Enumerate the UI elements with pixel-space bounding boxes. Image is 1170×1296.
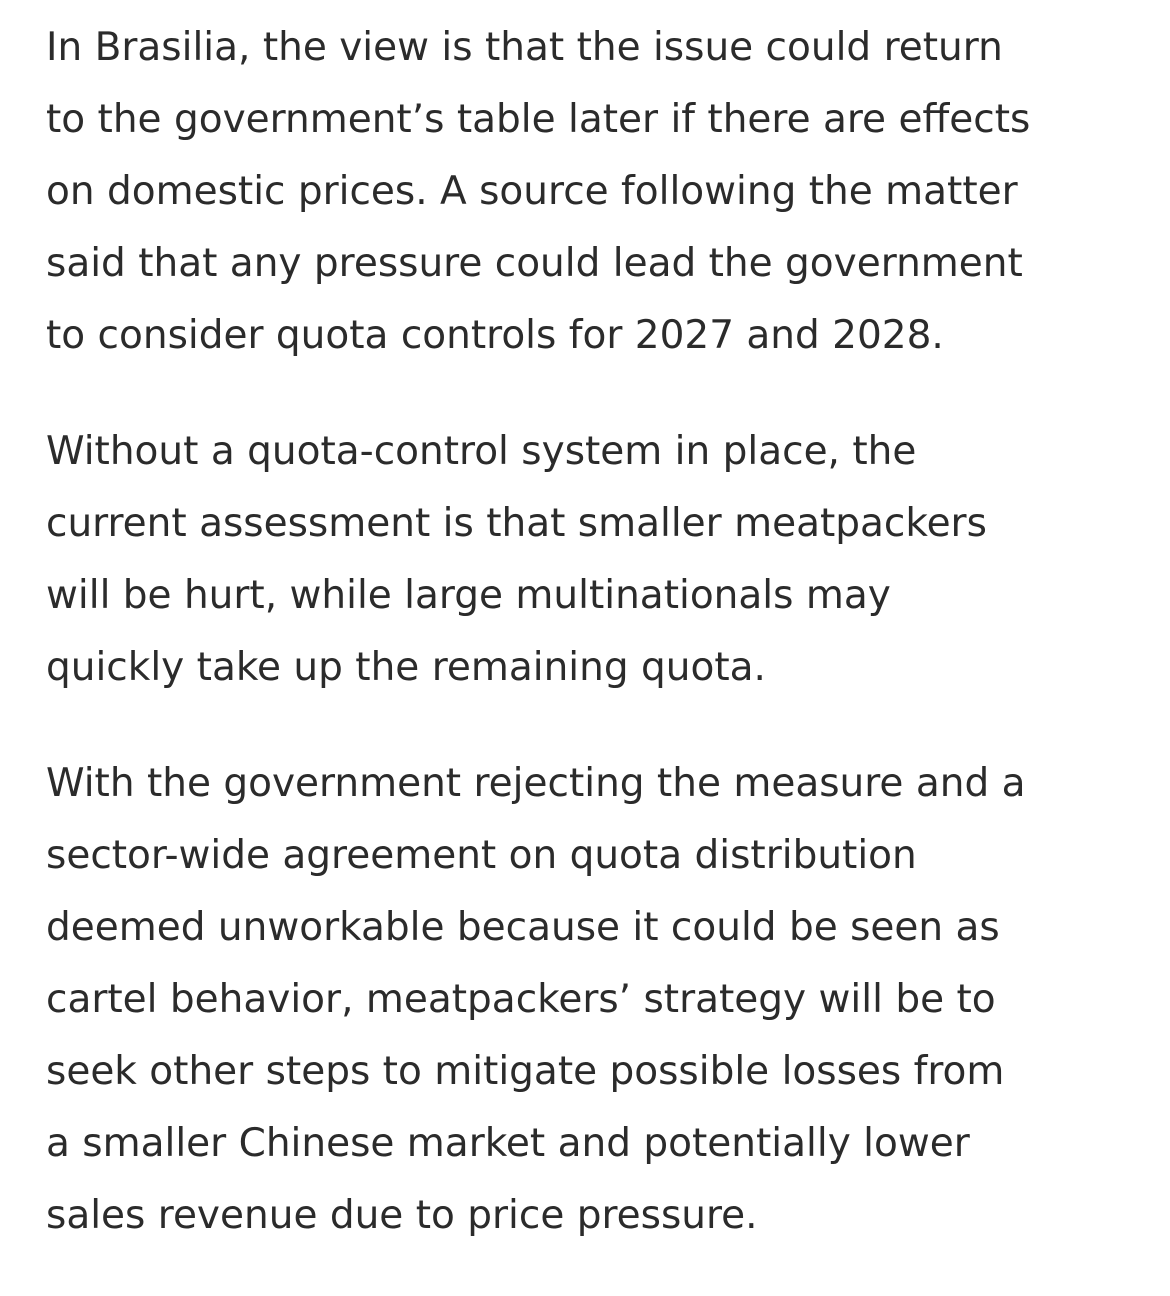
paragraph-line: With the government rejecting the measure and a — [46, 761, 1026, 806]
paragraph-line: said that any pressure could lead the government — [46, 241, 1023, 286]
paragraph-line: to the government’s table later if there are effects — [46, 97, 1031, 142]
paragraph-line: deemed unworkable because it could be seen as — [46, 905, 1000, 950]
paragraph-line: sector-wide agreement on quota distribution — [46, 833, 917, 878]
paragraph-line: to consider quota controls for 2027 and 2028. — [46, 313, 944, 358]
paragraph-line: quickly take up the remaining quota. — [46, 645, 766, 690]
article-body — [46, 12, 1131, 1296]
paragraph-line: cartel behavior, meatpackers’ strategy will be to — [46, 977, 996, 1022]
paragraph-line: sales revenue due to price pressure. — [46, 1193, 758, 1238]
paragraph-3 — [46, 748, 1131, 1252]
paragraph-line: will be hurt, while large multinationals may — [46, 573, 891, 618]
paragraph-1 — [46, 12, 1131, 372]
paragraph-line: current assessment is that smaller meatpackers — [46, 501, 987, 546]
paragraph-line: In Brasilia, the view is that the issue could return — [46, 25, 1003, 70]
paragraph-line: seek other steps to mitigate possible losses from — [46, 1049, 1005, 1094]
paragraph-line: a smaller Chinese market and potentially lower — [46, 1121, 970, 1166]
paragraph-2 — [46, 416, 1131, 704]
paragraph-line: Without a quota-control system in place, the — [46, 429, 917, 474]
paragraph-line: on domestic prices. A source following the matter — [46, 169, 1018, 214]
